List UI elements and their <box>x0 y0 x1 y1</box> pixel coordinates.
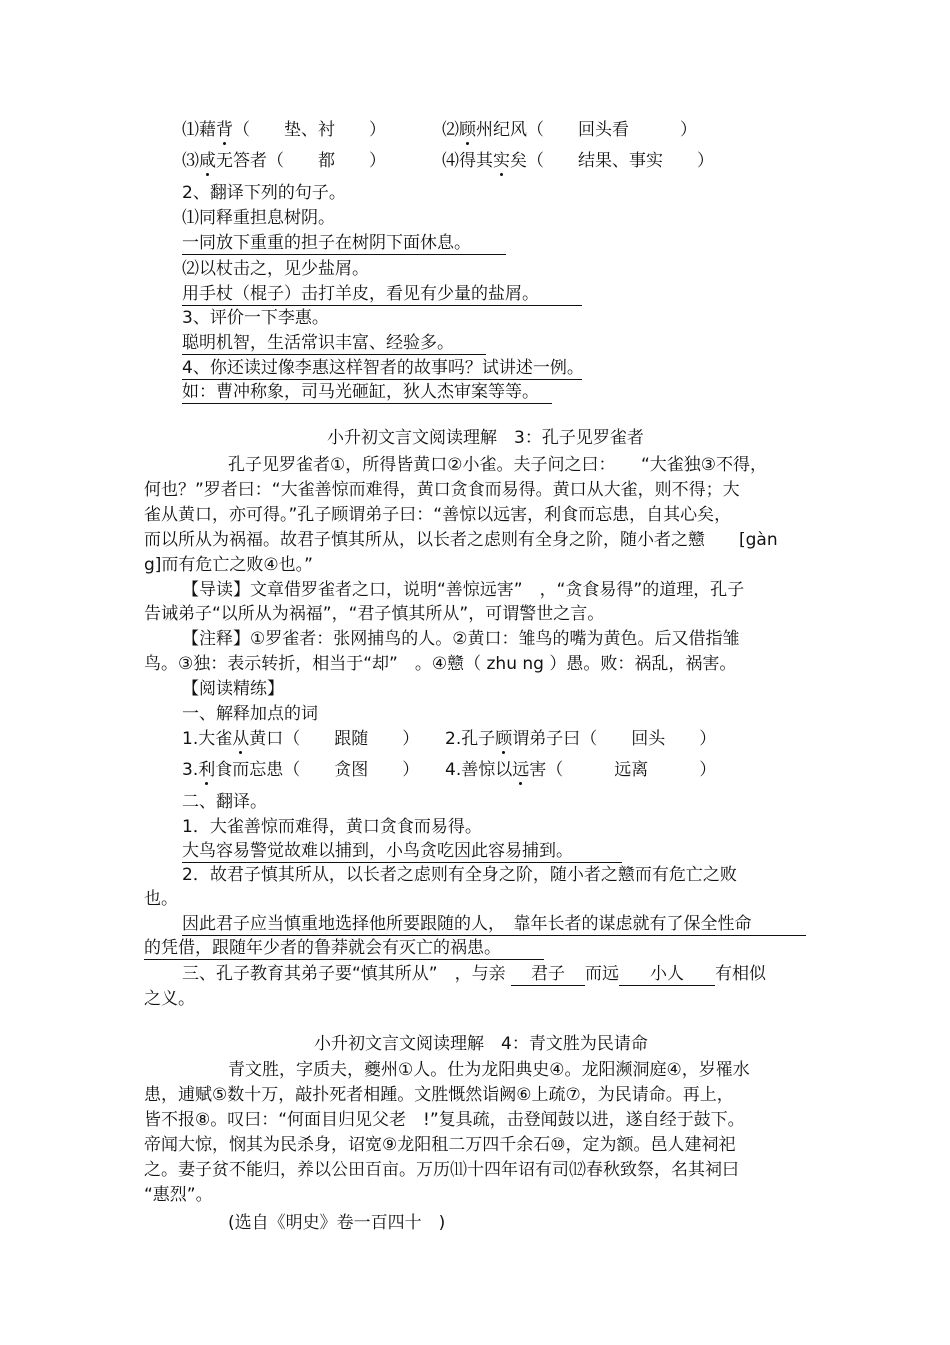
vocab-item-2: ⑵顾州纪风（ 回头看 ） <box>442 120 697 140</box>
vocab-item-3: ⑶咸无答者（ 都 ） <box>182 151 386 171</box>
translate3-q2-line-1: 2．故君子慎其所从，以长者之虑则有全身之阶，随小者之戆而有危亡之败 <box>182 865 737 885</box>
answer-4: 如：曹冲称象，司马光砸缸，狄人杰审案等等。 <box>182 381 552 404</box>
translate3-q2-line-2: 也。 <box>144 889 178 909</box>
translate3-a1: 大鸟容易警觉故难以捕到，小鸟贪吃因此容易捕到。 <box>182 840 622 863</box>
section-4-title: 小升初文言文阅读理解 4：青文胜为民请命 <box>314 1034 648 1054</box>
vocab3-item-1: 1.大雀从黄口（ 跟随 ） <box>182 729 420 749</box>
passage-3-line-4: 而以所从为祸福。故君子慎其所从，以长者之虑则有全身之阶，随小者之戆 [gàn <box>144 530 778 550</box>
answer-3: 聪明机智，生活常识丰富、经验多。 <box>182 332 486 355</box>
blank-2: 小人 <box>619 964 715 986</box>
question-2: 2、翻译下列的句子。 <box>182 183 346 203</box>
passage-4-line-1: 青文胜，字质夫，夔州①人。仕为龙阳典史④。龙阳濒洞庭④，岁罹水 <box>228 1060 750 1080</box>
translate-q2: ⑵以杖击之，见少盐屑。 <box>182 259 369 279</box>
practice-part-3: 三、孔子教育其弟子要“慎其所从” ，与亲 君子 而远 小人 有相似 <box>182 964 767 984</box>
section-3-title: 小升初文言文阅读理解 3：孔子见罗雀者 <box>327 428 644 448</box>
notes-line-1: 【注释】①罗雀者：张网捕鸟的人。②黄口：雏鸟的嘴为黄色。后又借指雏 <box>182 629 740 649</box>
passage-4-line-4: 帝闻大惊，悯其为民杀身，诏宽⑨龙阳租二万四千余石⑩，定为额。邑人建祠祀 <box>144 1135 736 1155</box>
practice-heading: 【阅读精练】 <box>182 679 284 699</box>
blank-1: 君子 <box>511 964 585 986</box>
passage-4-line-5: 之。妻子贫不能归，养以公田百亩。万历⑾十四年诏有司⑿春秋致祭，名其祠曰 <box>144 1160 739 1180</box>
passage-4-line-6: “惠烈”。 <box>144 1185 213 1205</box>
vocab-item-1: ⑴藉背（ 垫、衬 ） <box>182 120 386 140</box>
passage-4-line-3: 皆不报⑧。叹曰：“何面目归见父老 !”复具疏，击登闻鼓以进，遂自经于鼓下。 <box>144 1110 745 1130</box>
vocab3-item-2: 2.孔子顾谓弟子曰（ 回头 ） <box>445 729 717 749</box>
source-citation: (选自《明史》卷一百四十 ) <box>228 1213 446 1233</box>
translate3-q1: 1．大雀善惊而难得，黄口贪食而易得。 <box>182 817 482 837</box>
passage-3-line-1: 孔子见罗雀者①，所得皆黄口②小雀。夫子问之曰： “大雀独③不得， <box>228 455 768 475</box>
translate-a2: 用手杖（棍子）击打羊皮，看见有少量的盐屑。 <box>182 283 582 306</box>
guide-line-1: 【导读】文章借罗雀者之口，说明“善惊远害” ，“贪食易得”的道理，孔子 <box>182 580 745 600</box>
passage-3-line-5: g]而有危亡之败④也。” <box>144 555 313 575</box>
passage-3-line-3: 雀从黄口，亦可得。”孔子顾谓弟子曰：“善惊以远害，利食而忘患，自其心矣， <box>144 505 732 525</box>
translate3-a2-line-2: 的凭借，跟随年少者的鲁莽就会有灭亡的祸患。 <box>144 937 544 960</box>
vocab-item-4: ⑷得其实矣（ 结果、事实 ） <box>442 151 714 171</box>
passage-3-line-2: 何也？”罗者曰：“大雀善惊而难得，黄口贪食而易得。黄口从大雀，则不得；大 <box>144 480 740 500</box>
vocab3-item-4: 4.善惊以远害（ 远离 ） <box>445 760 717 780</box>
translate-a1: 一同放下重重的担子在树阴下面休息。 <box>182 232 506 255</box>
translate3-a2-line-1: 因此君子应当慎重地选择他所要跟随的人， 靠年长者的谋虑就有了保全性命 <box>182 913 806 936</box>
practice-part-3-end: 之义。 <box>144 989 195 1009</box>
guide-line-2: 告诫弟子“以所从为祸福”，“君子慎其所从”，可谓警世之言。 <box>144 604 605 624</box>
practice-part-1: 一、解释加点的词 <box>182 704 318 724</box>
question-3: 3、评价一下李惠。 <box>182 308 329 328</box>
notes-line-2: 鸟。③独：表示转折，相当于“却” 。④戆（ zhu ng ）愚。败：祸乱，祸害。 <box>144 654 737 674</box>
passage-4-line-2: 患，逋赋⑤数十万，敲扑死者相踵。文胜慨然诣阙⑥上疏⑦，为民请命。再上， <box>144 1085 734 1105</box>
practice-part-2: 二、翻译。 <box>182 792 267 812</box>
question-4: 4、你还读过像李惠这样智者的故事吗？试讲述一例。 <box>182 358 584 378</box>
translate-q1: ⑴同释重担息树阴。 <box>182 208 335 228</box>
vocab3-item-3: 3.利食而忘患（ 贪图 ） <box>182 760 420 780</box>
